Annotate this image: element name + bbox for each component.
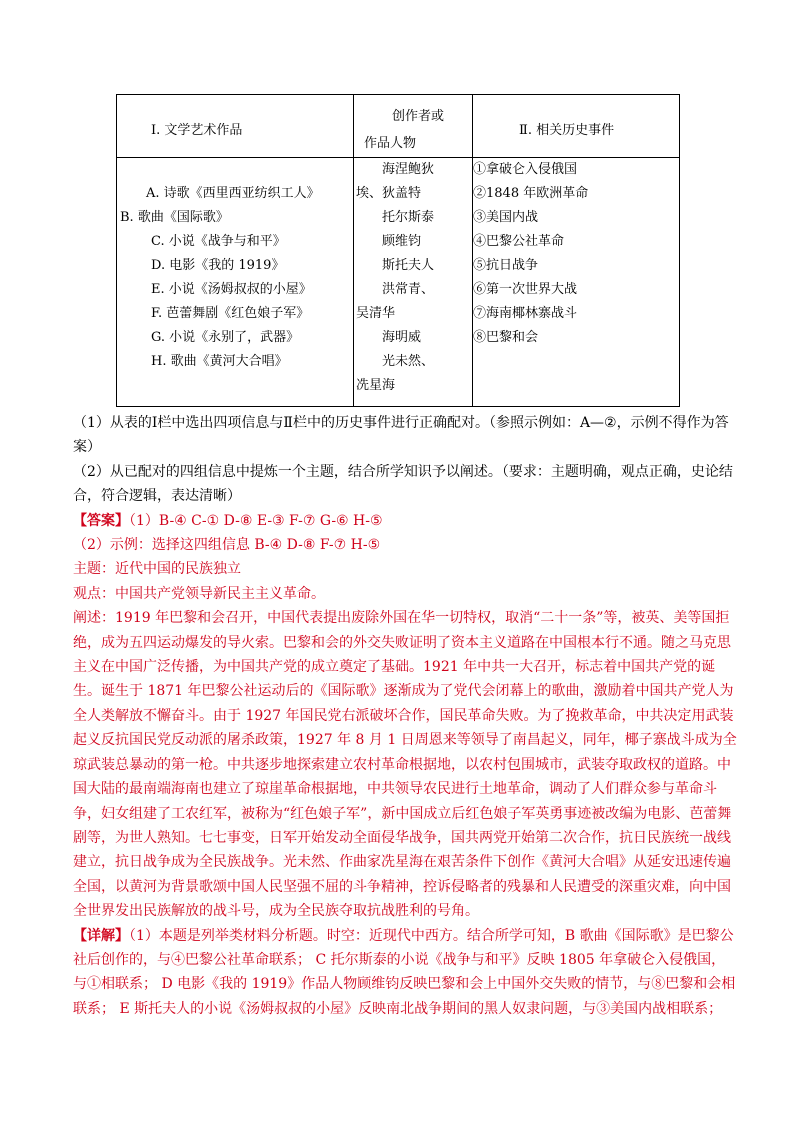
header-events: Ⅱ. 相关历史事件 [473, 95, 680, 158]
answer-explanation: 阐述：1919 年巴黎和会召开，中国代表提出废除外国在华一切特权，取消“二十一条”等，被英、美等国拒绝，成为五四运动爆发的导火索。巴黎和会的外交失败证明了资本主义道路在中国根本行不通。随之马克思主义在中国广泛传播，为中国共产党的成立奠定了基础。1921 年中共一大召开，标志着中国共产党的诞生。诞生于 1871 年巴黎公社运动后的《国际歌》逐渐成为了党代会闭幕上的歌曲，激励着中国共产党人为全人类解放不懈奋斗。由于 1927 年国民党右派破坏合作，国民革命失败。为了挽救革命，中共决定用武装起义反抗国民党反动派的屠杀政策，1927 年 8 月 1 日周恩来等领导了南昌起义，同年，椰子寨战斗成为全琼武装总暴动的第一枪。中共逐步地探索建立农村革命根据地，以农村包围城市，武装夺取政权的道路。中国大陆的最南端海南也建立了琼崖革命根据地，中共领导农民进行土地革命，调动了人们群众参与革命斗争，妇女组建了工农红军，被称为“红色娘子军”，新中国成立后红色娘子军英勇事迹被改编为电影、芭蕾舞剧等，为世人熟知。七七事变，日军开始发动全面侵华战争，国共两党开始第二次合作，抗日民族统一战线建立，抗日战争成为全民族战争。光未然、作曲家冼星海在艰苦条件下创作《黄河大合唱》从延安迅速传遍全国，以黄河为背景歌颂中国人民坚强不屈的斗争精神，控诉侵略者的残暴和人民遭受的深重灾难，向中国全世界发出民族解放的战斗号，成为全民族夺取抗战胜利的号角。 [73, 610, 737, 920]
question-2: （2）从已配对的四组信息中提炼一个主题，结合所学知识予以阐述。（要求：主题明确，观点正确，史论结合，符合逻辑，表达清晰） [73, 463, 733, 505]
creator-item: 埃、狄盖特 [356, 186, 422, 201]
creators-cell [354, 158, 473, 407]
work-item: E. 小说《汤姆叔叔的小屋》 [151, 282, 312, 297]
header-creators-line1: 创作者或 [392, 109, 445, 124]
event-item: ②1848 年欧洲革命 [473, 186, 589, 201]
answer-theme: 主题：近代中国的民族独立 [73, 561, 241, 578]
question-answer-text [73, 411, 739, 1021]
creator-item: 吴清华 [356, 306, 396, 321]
work-item: D. 电影《我的 1919》 [151, 258, 285, 273]
event-item: ⑦海南椰林寨战斗 [473, 306, 578, 321]
creator-item: 冼星海 [356, 378, 396, 393]
history-table [116, 94, 680, 407]
event-item: ④巴黎公社革命 [473, 234, 565, 249]
event-item: ⑧巴黎和会 [473, 330, 539, 345]
header-creators-line2: 作品人物 [364, 136, 417, 151]
creator-item: 洪常青、 [382, 282, 435, 297]
work-item: A. 诗歌《西里西亚纺织工人》 [146, 186, 320, 201]
header-creators [354, 95, 473, 158]
creator-item: 光未然、 [382, 354, 435, 369]
question-1: （1）从表的Ⅰ栏中选出四项信息与Ⅱ栏中的历史事件进行正确配对。（参照示例如：A—②，示例不得作为答案） [73, 415, 729, 456]
event-item: ③美国内战 [473, 210, 539, 225]
event-item: ①拿破仑入侵俄国 [473, 162, 578, 177]
answer-part-1: 【答案】（1）B-④ C-① D-⑧ E-③ F-⑦ G-⑥ H-⑤ [73, 512, 383, 529]
event-item: ⑥第一次世界大战 [473, 282, 578, 297]
detail-section: 【详解】（1）本题是列举类材料分析题。时空：近现代中西方。结合所学可知，B 歌曲《国际歌》是巴黎公社后创作的，与④巴黎公社革命联系； C 托尔斯泰的小说《战争与和平》反映 1805 年拿破仑入侵俄国，与①相联系； D 电影《我的 1919》作品人物顾维钧反映巴黎和会上中国外交失败的情节，与⑧巴黎和会相联系； E 斯托夫人的小说《汤姆叔叔的小屋》反映南北战争期间的黑人奴隶问题，与③美国内战相联系； [73, 927, 736, 1017]
table-body-row [117, 158, 680, 407]
answer-view: 观点：中国共产党领导新民主主义革命。 [73, 585, 325, 602]
work-item: H. 歌曲《黄河大合唱》 [151, 354, 288, 369]
answer-part-2: （2）示例：选择这四组信息 B-④ D-⑧ F-⑦ H-⑤ [73, 537, 381, 554]
header-works: Ⅰ. 文学艺术作品 [117, 95, 354, 158]
creator-item: 海明威 [382, 330, 422, 345]
work-item: B. 歌曲《国际歌》 [120, 210, 229, 225]
detail-label: 【详解】 [73, 927, 129, 944]
creator-item: 托尔斯泰 [382, 210, 435, 225]
events-cell [473, 158, 680, 407]
creator-item: 斯托夫人 [382, 258, 435, 273]
work-item: F. 芭蕾舞剧《红色娘子军》 [151, 306, 310, 321]
event-item: ⑤抗日战争 [473, 258, 539, 273]
works-cell [117, 158, 354, 407]
creator-item: 海涅鲍狄 [382, 162, 435, 177]
work-item: C. 小说《战争与和平》 [151, 234, 286, 249]
work-item: G. 小说《永别了，武器》 [151, 330, 300, 345]
answer-label: 【答案】 [73, 512, 129, 529]
creator-item: 顾维钧 [382, 234, 422, 249]
table-header-row [117, 95, 680, 158]
